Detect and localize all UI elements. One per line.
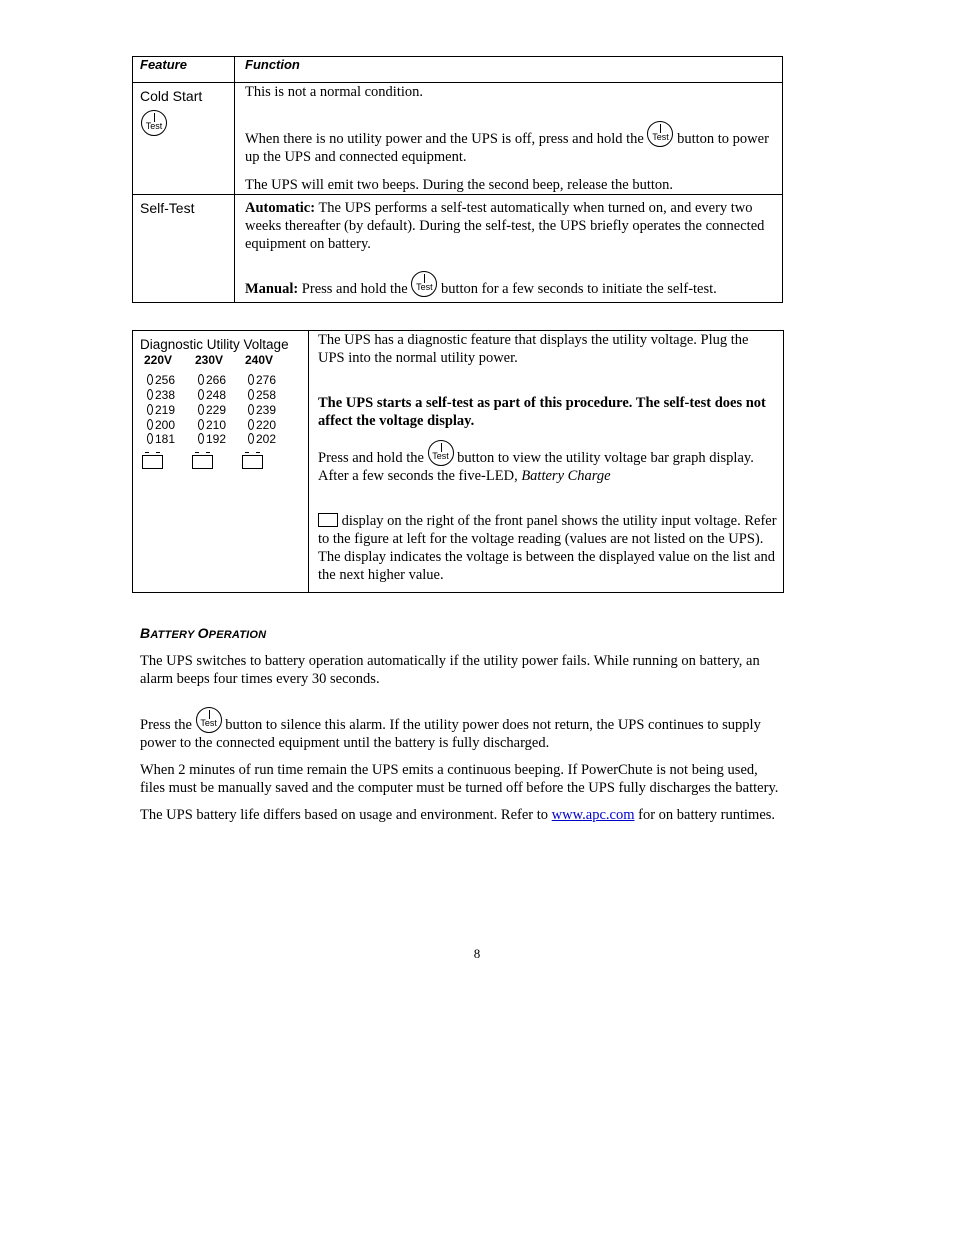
self-test-description — [245, 199, 775, 298]
led-indicator-icon — [248, 433, 254, 444]
led-indicator-icon — [198, 419, 204, 430]
battery-p3: When 2 minutes of run time remain the UPS emits a continuous beeping. If PowerChute is not being used, files must be manually saved and the computer must be turned off before the UPS fully discharges the battery. — [140, 762, 779, 796]
led-value: 266 — [198, 373, 226, 387]
feature-self-test: Self-Test — [140, 200, 195, 216]
test-button-icon: Test — [141, 110, 167, 137]
led-value: 258 — [248, 388, 279, 402]
voltage-head-220: 220V — [144, 353, 173, 367]
led-indicator-icon — [198, 433, 204, 444]
led-value: 229 — [198, 403, 226, 417]
led-indicator-icon — [248, 419, 254, 430]
diagnostic-voltage-table — [132, 330, 784, 593]
led-value: 276 — [248, 373, 279, 387]
battery-icon — [192, 455, 213, 469]
diagnostic-p2: The UPS starts a self-test as part of this procedure. The self-test does not affect the voltage display. — [318, 395, 766, 429]
voltage-head-240: 240V — [245, 353, 274, 367]
led-value: 248 — [198, 388, 226, 402]
battery-icon — [142, 455, 163, 469]
self-test-automatic: Automatic: The UPS performs a self-test automatically when turned on, and every two weeks thereafter (by default). During the self-test, the UPS briefly operates the connected equipment on battery. — [245, 200, 765, 252]
led-indicator-icon — [147, 404, 153, 415]
cold-start-p3: The UPS will emit two beeps. During the second beep, release the button. — [245, 177, 674, 193]
diagnostic-p1: The UPS has a diagnostic feature that displays the utility voltage. Plug the UPS into the normal utility power. — [318, 332, 749, 366]
led-value: 192 — [198, 432, 226, 446]
battery-p2: Press the Test button to silence this alarm. If the utility power does not return, the UPS continues to supply power to the connected equipment until the battery is fully discharged. — [140, 707, 780, 752]
page-number: 8 — [473, 946, 481, 961]
led-value: 200 — [147, 418, 175, 432]
diagnostic-description — [318, 331, 778, 584]
led-value: 238 — [147, 388, 175, 402]
test-button-icon: Test — [196, 707, 222, 733]
led-indicator-icon — [248, 404, 254, 415]
led-indicator-icon — [147, 389, 153, 400]
voltage-head-230: 230V — [195, 353, 224, 367]
self-test-manual: Manual: Press and hold the Test button for a few seconds to initiate the self-test. — [245, 271, 775, 298]
battery-operation-heading: BATTERY OPERATION — [140, 625, 267, 641]
diagnostic-p3: Press and hold the Test button to view the utility voltage bar graph display. After a few seconds the five-LED, Battery Charge — [318, 440, 778, 485]
led-value: 220 — [248, 418, 279, 432]
diagnostic-p4: display on the right of the front panel shows the utility input voltage. Refer to the figure at left for the voltage reading (values are not listed on the UPS). The display indicates the voltage is between the displayed value on the list and the next higher value. — [318, 513, 777, 583]
led-indicator-icon — [147, 374, 153, 385]
led-value: 181 — [147, 432, 175, 446]
led-value: 219 — [147, 403, 175, 417]
led-value: 202 — [248, 432, 279, 446]
led-value: 256 — [147, 373, 175, 387]
test-button-icon: Test — [647, 121, 673, 147]
apc-website-link[interactable]: www.apc.com — [551, 807, 635, 823]
header-function: Function — [245, 57, 300, 72]
led-value: 210 — [198, 418, 226, 432]
led-value: 239 — [248, 403, 279, 417]
cold-start-p2: When there is no utility power and the UPS is off, press and hold the Test button to power up the UPS and connected equipment. — [245, 121, 775, 166]
led-indicator-icon — [147, 433, 153, 444]
led-indicator-icon — [248, 389, 254, 400]
led-indicator-icon — [198, 374, 204, 385]
feature-function-table — [132, 56, 783, 303]
battery-operation-body — [140, 652, 780, 824]
led-indicator-icon — [198, 404, 204, 415]
test-button-icon: Test — [428, 440, 454, 466]
header-feature: Feature — [140, 57, 187, 72]
battery-p4: The UPS battery life differs based on usage and environment. Refer to www.apc.com for on battery runtimes. — [140, 807, 776, 823]
battery-icon — [242, 455, 263, 469]
cold-start-description — [245, 83, 775, 194]
led-indicator-icon — [147, 419, 153, 430]
led-indicator-icon — [248, 374, 254, 385]
feature-diagnostic-utility-voltage: Diagnostic Utility Voltage — [140, 337, 289, 352]
battery-charge-icon — [318, 513, 338, 527]
battery-p1: The UPS switches to battery operation automatically if the utility power fails. While running on battery, an alarm beeps four times every 30 seconds. — [140, 653, 760, 687]
led-indicator-icon — [198, 389, 204, 400]
test-button-icon: Test — [411, 271, 437, 297]
feature-cold-start: Cold Start — [140, 88, 203, 104]
cold-start-p1: This is not a normal condition. — [245, 84, 424, 100]
